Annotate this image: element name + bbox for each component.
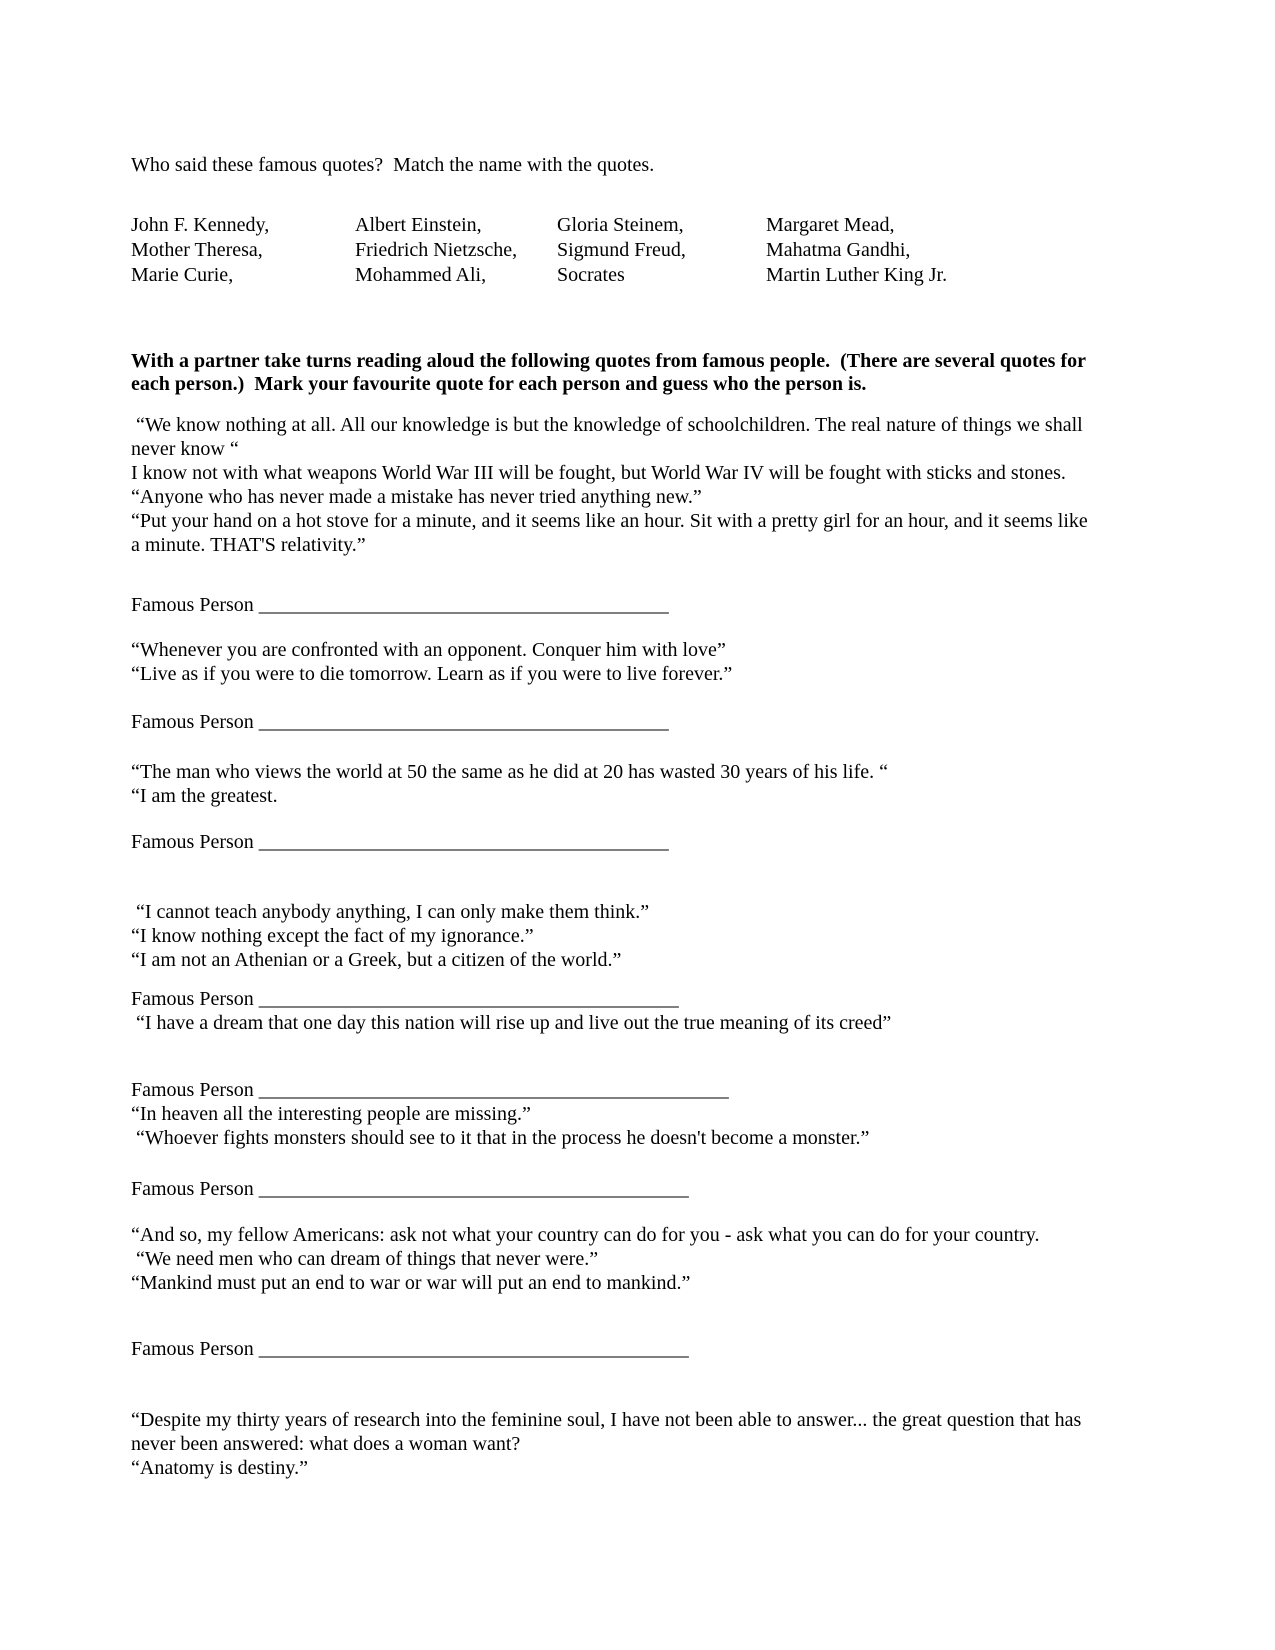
names-row bbox=[131, 263, 991, 288]
famous-person-blank bbox=[131, 1177, 689, 1201]
quote-line: “In heaven all the interesting people are missing.” bbox=[131, 1103, 531, 1125]
quote-line: “I cannot teach anybody anything, I can only make them think.” bbox=[131, 901, 650, 923]
instructions-line: With a partner take turns reading aloud the following quotes from famous people. (There are several quotes for bbox=[131, 350, 1086, 372]
name-item: Sigmund Freud, bbox=[557, 239, 686, 261]
famous-person-blank-line: Famous Person ___________________________________________ bbox=[131, 1338, 689, 1360]
quote-line: “We need men who can dream of things that never were.” bbox=[131, 1248, 599, 1270]
quote-group-socrates bbox=[131, 900, 649, 972]
names-grid bbox=[131, 213, 991, 288]
famous-person-blank bbox=[131, 710, 669, 734]
quote-line: “Whenever you are confronted with an opponent. Conquer him with love” bbox=[131, 639, 726, 661]
name-item: Albert Einstein, bbox=[355, 214, 482, 236]
famous-person-blank-line: Famous Person _______________________________________________ bbox=[131, 1079, 729, 1101]
quote-line: “Anatomy is destiny.” bbox=[131, 1457, 309, 1479]
quote-line: “Put your hand on a hot stove for a minute, and it seems like an hour. Sit with a pretty girl for an hour, and it seems like bbox=[131, 510, 1088, 532]
famous-person-blank-line: Famous Person _________________________________________ bbox=[131, 594, 669, 616]
name-item: Marie Curie, bbox=[131, 264, 234, 286]
famous-person-blank-line: Famous Person __________________________________________ bbox=[131, 988, 679, 1010]
name-item: Martin Luther King Jr. bbox=[766, 264, 948, 286]
famous-person-blank-with-quotes bbox=[131, 1078, 869, 1150]
quote-line: “Anyone who has never made a mistake has never tried anything new.” bbox=[131, 486, 702, 508]
name-item: Mother Theresa, bbox=[131, 239, 263, 261]
names-row bbox=[131, 213, 991, 238]
famous-person-blank bbox=[131, 830, 669, 854]
quote-line: I know not with what weapons World War III will be fought, but World War IV will be fought with sticks and stones. bbox=[131, 462, 1066, 484]
quote-line: “Despite my thirty years of research into the feminine soul, I have not been able to answer... the great question that has bbox=[131, 1409, 1082, 1431]
famous-person-blank-line: Famous Person _________________________________________ bbox=[131, 831, 669, 853]
page-title bbox=[131, 153, 654, 177]
quote-line: “We know nothing at all. All our knowledge is but the knowledge of schoolchildren. The real nature of things we shall bbox=[131, 414, 1083, 436]
instructions-line: each person.) Mark your favourite quote for each person and guess who the person is. bbox=[131, 373, 867, 395]
quote-group-kennedy bbox=[131, 1223, 1040, 1295]
quote-line: “Whoever fights monsters should see to it that in the process he doesn't become a monster.” bbox=[131, 1127, 870, 1149]
quote-line: “I am the greatest. bbox=[131, 785, 278, 807]
famous-person-blank bbox=[131, 593, 669, 617]
quote-line: “I know nothing except the fact of my ignorance.” bbox=[131, 925, 534, 947]
name-item: Socrates bbox=[557, 264, 625, 286]
famous-person-blank-with-quote bbox=[131, 987, 891, 1035]
quote-line: “I am not an Athenian or a Greek, but a citizen of the world.” bbox=[131, 949, 622, 971]
name-item: Gloria Steinem, bbox=[557, 214, 684, 236]
quote-group-ali bbox=[131, 760, 888, 808]
famous-person-blank-line: Famous Person ___________________________________________ bbox=[131, 1178, 689, 1200]
quote-line: never know “ bbox=[131, 438, 239, 460]
quote-group-gandhi bbox=[131, 638, 732, 686]
name-item: John F. Kennedy, bbox=[131, 214, 270, 236]
instructions-paragraph bbox=[131, 350, 1086, 396]
quote-line: “Live as if you were to die tomorrow. Learn as if you were to live forever.” bbox=[131, 663, 733, 685]
name-item: Margaret Mead, bbox=[766, 214, 895, 236]
name-item: Mahatma Gandhi, bbox=[766, 239, 911, 261]
famous-person-blank bbox=[131, 1337, 689, 1361]
quote-line: never been answered: what does a woman want? bbox=[131, 1433, 521, 1455]
name-item: Mohammed Ali, bbox=[355, 264, 487, 286]
quote-group-einstein bbox=[131, 413, 1088, 557]
name-item: Friedrich Nietzsche, bbox=[355, 239, 518, 261]
page-title-text: Who said these famous quotes? Match the name with the quotes. bbox=[131, 154, 655, 176]
quote-line: “And so, my fellow Americans: ask not what your country can do for you - ask what you can do for your country. bbox=[131, 1224, 1040, 1246]
famous-person-blank-line: Famous Person _________________________________________ bbox=[131, 711, 669, 733]
quote-line: “Mankind must put an end to war or war will put an end to mankind.” bbox=[131, 1272, 691, 1294]
quote-line: “I have a dream that one day this nation will rise up and live out the true meaning of its creed” bbox=[131, 1012, 892, 1034]
quote-line: “The man who views the world at 50 the same as he did at 20 has wasted 30 years of his life. “ bbox=[131, 761, 889, 783]
quote-group-freud bbox=[131, 1408, 1081, 1480]
quote-line: a minute. THAT'S relativity.” bbox=[131, 534, 366, 556]
names-row bbox=[131, 238, 991, 263]
